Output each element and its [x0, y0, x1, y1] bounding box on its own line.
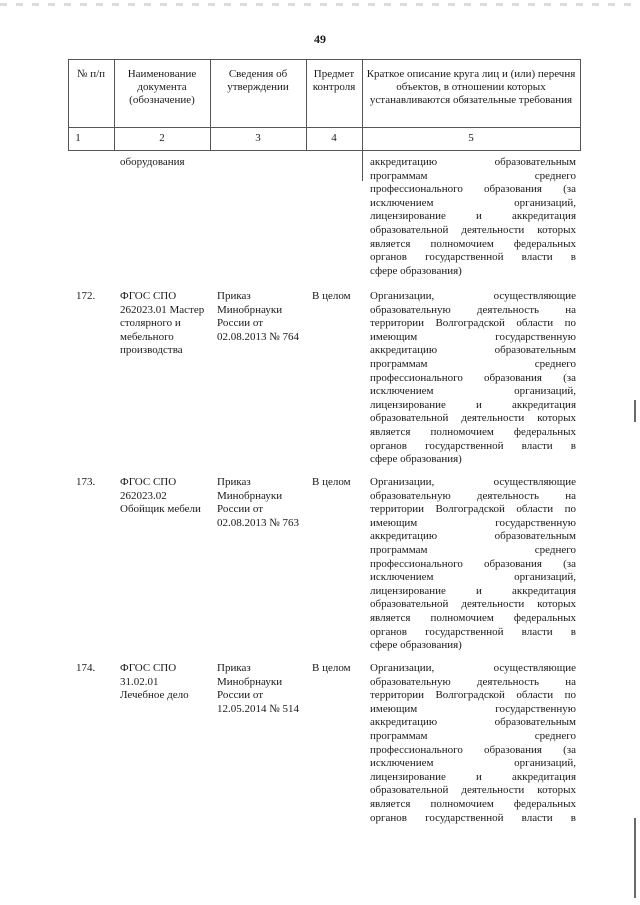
header-description: Краткое описание круга лиц и (или) перечня объектов, в отношении которых устанавливаются обязательные требования: [366, 68, 576, 106]
column-number: 1: [75, 132, 81, 144]
header-control-subject: Предмет контроля: [312, 68, 356, 93]
scan-margin-mark: [634, 818, 636, 898]
column-number: 3: [255, 132, 261, 144]
row-number: 173.: [76, 476, 96, 488]
document-name: ФГОС СПО 262023.02 Обойщик мебели: [120, 476, 201, 516]
description: Организации, осуществляющие образовательную деятельность на территории Волгоградской области по имеющим государственную аккредитацию образовательным программам среднего профессионального образования (за исключением организаций, лицензирование и аккредитация образовательной деятельности которых является полномочием федеральных органов государственной власти в сфере образования): [370, 476, 576, 652]
description: Организации, осуществляющие образовательную деятельность на территории Волгоградской области по имеющим государственную аккредитацию образовательным программам среднего профессионального образования (за исключением организаций, лицензирование и аккредитация образовательной деятельности которых является полномочием федеральных органов государственной власти в сфере образования): [370, 290, 576, 466]
description: Организации, осуществляющие образовательную деятельность на территории Волгоградской области по имеющим государственную аккредитацию образовательным программам среднего профессионального образования (за исключением организаций, лицензирование и аккредитация образовательной деятельности которых является полномочием федеральных органов государственной власти в: [370, 662, 576, 824]
header-number: № п/п: [76, 68, 106, 80]
header-document-name: Наименование документа (обозначение): [127, 68, 197, 106]
approval-info: Приказ Минобрнауки России от 02.08.2013 № 763: [217, 476, 299, 529]
row-number: 174.: [76, 662, 96, 674]
page-number: 49: [314, 32, 326, 46]
document-name: ФГОС СПО 262023.01 Мастер столярного и мебельного производства: [120, 290, 205, 357]
control-subject: В целом: [312, 476, 351, 488]
header-approval-info: Сведения об утверждении: [227, 68, 289, 93]
control-subject: В целом: [312, 662, 351, 674]
column-number: 2: [159, 132, 165, 144]
continuation-document-name: оборудования: [120, 156, 185, 168]
scan-margin-mark: [634, 400, 636, 422]
approval-info: Приказ Минобрнауки России от 02.08.2013 № 764: [217, 290, 299, 343]
continuation-description: аккредитацию образовательным программам среднего профессионального образования (за исключением организаций, лицензирование и аккредитация образовательной деятельности которых является полномочием федеральных органов государственной власти в сфере образования): [370, 156, 576, 277]
document-name: ФГОС СПО 31.02.01 Лечебное дело: [120, 662, 189, 702]
control-subject: В целом: [312, 290, 351, 302]
approval-info: Приказ Минобрнауки России от 12.05.2014 № 514: [217, 662, 299, 715]
row-number: 172.: [76, 290, 96, 302]
column-number: 4: [331, 132, 337, 144]
scan-artifact: [0, 3, 640, 6]
column-number: 5: [468, 132, 474, 144]
